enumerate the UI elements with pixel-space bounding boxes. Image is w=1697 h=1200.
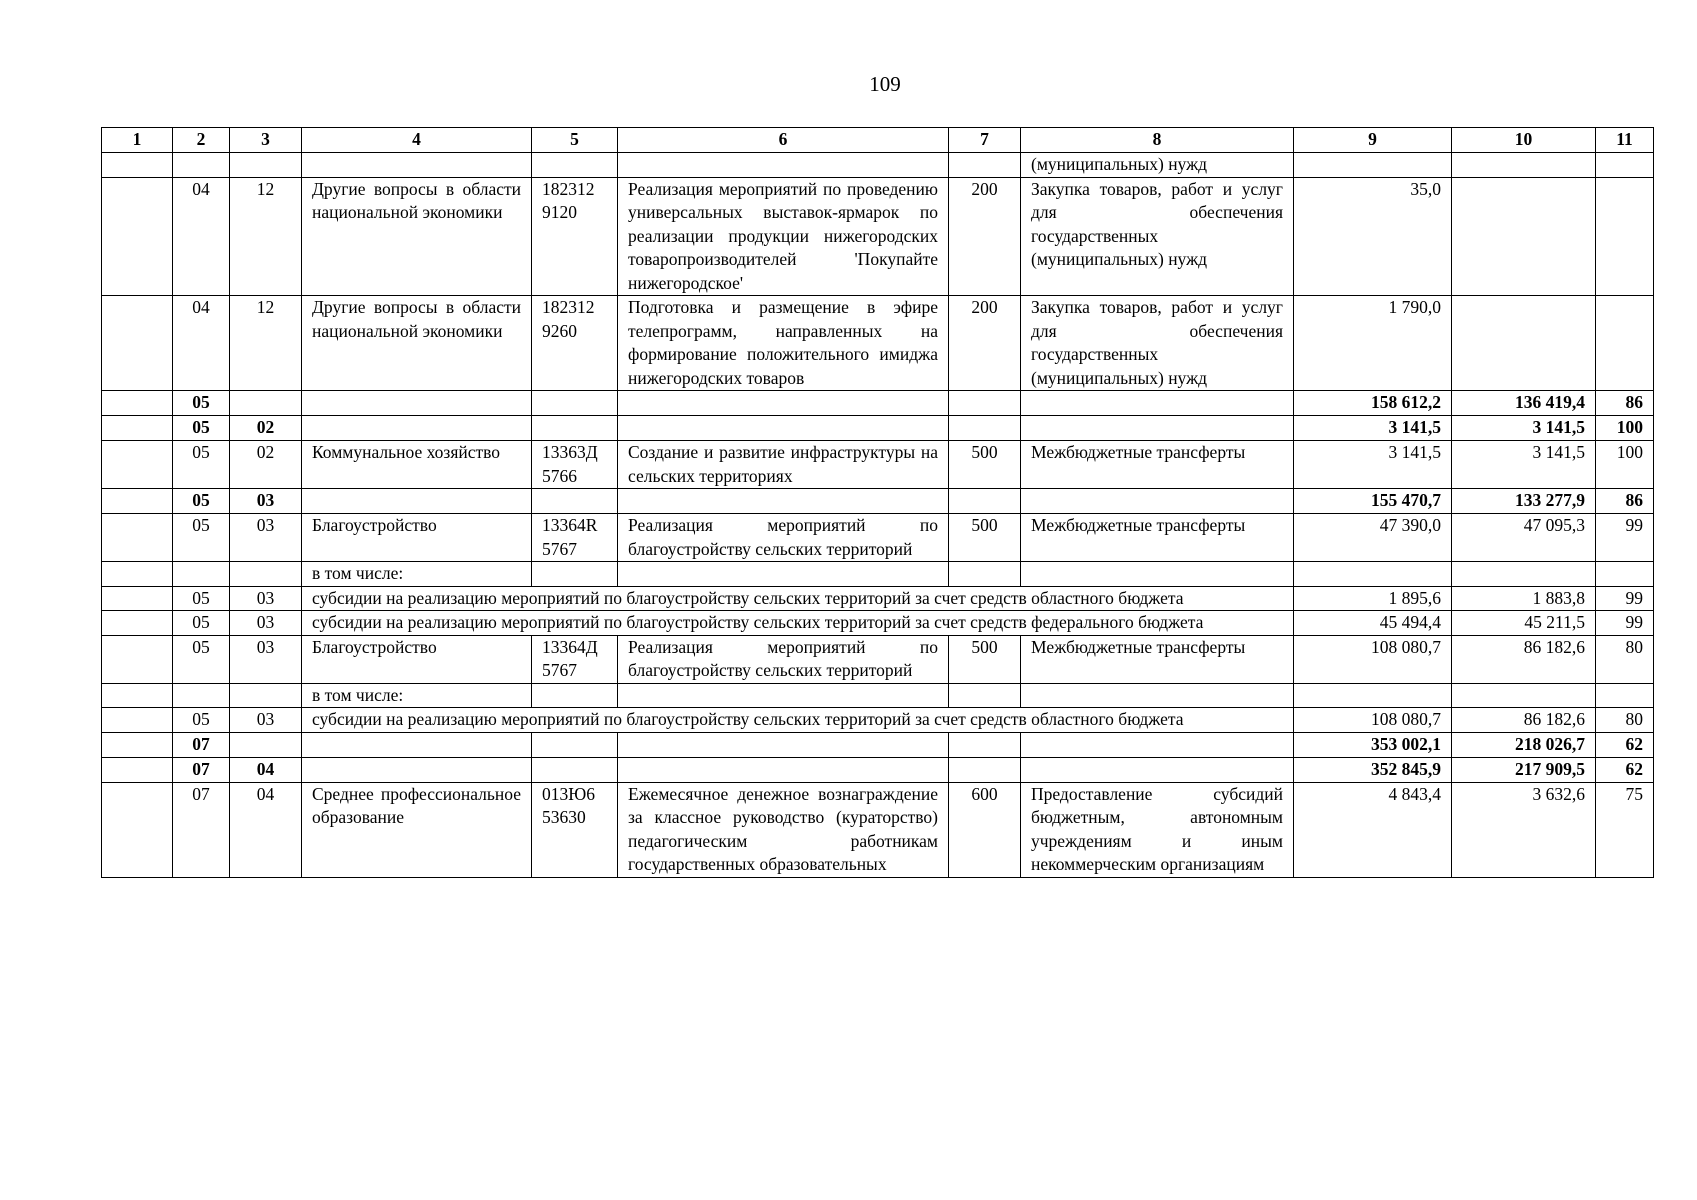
cell-name (302, 416, 532, 441)
total-row (102, 489, 1654, 514)
cell-description: Реализация мероприятий по благоустройству сельских территорий (618, 514, 949, 562)
cell-description (618, 153, 949, 178)
cell-code (532, 683, 618, 708)
cell-planned: 45 494,4 (1294, 611, 1452, 636)
cell-code (532, 391, 618, 416)
col-header: 3 (230, 128, 302, 153)
cell-percent (1596, 296, 1654, 391)
cell-section: 07 (173, 732, 230, 757)
total-row (102, 732, 1654, 757)
cell-actual: 86 182,6 (1452, 708, 1596, 733)
table-row (102, 782, 1654, 877)
table-row (102, 177, 1654, 296)
cell-percent: 99 (1596, 514, 1654, 562)
cell-description: Реализация мероприятий по проведению универсальных выставок-ярмарок по реализации продукции нижегородских товаропроизводителей 'Покупайте нижегородское' (618, 177, 949, 296)
cell-actual: 217 909,5 (1452, 757, 1596, 782)
col-header: 2 (173, 128, 230, 153)
cell-type-name (1021, 683, 1294, 708)
cell-percent: 86 (1596, 489, 1654, 514)
cell-col1 (102, 708, 173, 733)
cell-section (173, 683, 230, 708)
cell-description: Реализация мероприятий по благоустройству сельских территорий (618, 635, 949, 683)
cell-type-code: 200 (949, 177, 1021, 296)
cell-actual: 218 026,7 (1452, 732, 1596, 757)
col-header: 4 (302, 128, 532, 153)
cell-actual (1452, 562, 1596, 587)
cell-col1 (102, 562, 173, 587)
cell-section (173, 153, 230, 178)
cell-actual: 133 277,9 (1452, 489, 1596, 514)
cell-type-code (949, 683, 1021, 708)
cell-code: 13363Д 5766 (532, 441, 618, 489)
cell-subsection: 03 (230, 708, 302, 733)
cell-col1 (102, 683, 173, 708)
table-row (102, 153, 1654, 178)
cell-name: Благоустройство (302, 514, 532, 562)
col-header: 5 (532, 128, 618, 153)
cell-type-name (1021, 732, 1294, 757)
cell-planned: 158 612,2 (1294, 391, 1452, 416)
cell-code (532, 416, 618, 441)
cell-description (618, 489, 949, 514)
cell-code (532, 732, 618, 757)
cell-actual: 47 095,3 (1452, 514, 1596, 562)
table-row (102, 514, 1654, 562)
cell-percent: 100 (1596, 416, 1654, 441)
cell-type-name: Закупка товаров, работ и услуг для обеспечения государственных (муниципальных) нужд (1021, 177, 1294, 296)
cell-col1 (102, 757, 173, 782)
col-header: 10 (1452, 128, 1596, 153)
cell-actual (1452, 683, 1596, 708)
cell-percent (1596, 153, 1654, 178)
cell-type-code: 600 (949, 782, 1021, 877)
cell-section: 05 (173, 586, 230, 611)
cell-planned: 4 843,4 (1294, 782, 1452, 877)
table-row (102, 611, 1654, 636)
cell-name: Благоустройство (302, 635, 532, 683)
cell-type-code (949, 153, 1021, 178)
header-row (102, 128, 1654, 153)
cell-col1 (102, 489, 173, 514)
cell-col1 (102, 441, 173, 489)
cell-type-code (949, 757, 1021, 782)
cell-percent: 75 (1596, 782, 1654, 877)
cell-col1 (102, 514, 173, 562)
total-row (102, 416, 1654, 441)
total-row (102, 391, 1654, 416)
cell-actual: 3 141,5 (1452, 441, 1596, 489)
col-header: 7 (949, 128, 1021, 153)
cell-subsection: 03 (230, 489, 302, 514)
cell-code: 182312 9120 (532, 177, 618, 296)
cell-subsection: 02 (230, 416, 302, 441)
cell-code: 182312 9260 (532, 296, 618, 391)
col-header: 11 (1596, 128, 1654, 153)
cell-type-code: 500 (949, 635, 1021, 683)
cell-subsection (230, 562, 302, 587)
cell-name: в том числе: (302, 683, 532, 708)
cell-type-name: Межбюджетные трансферты (1021, 514, 1294, 562)
cell-description (618, 757, 949, 782)
cell-type-name: Закупка товаров, работ и услуг для обеспечения государственных (муниципальных) нужд (1021, 296, 1294, 391)
cell-section: 07 (173, 782, 230, 877)
cell-name: Другие вопросы в области национальной экономики (302, 177, 532, 296)
cell-type-code (949, 732, 1021, 757)
cell-col1 (102, 635, 173, 683)
cell-section: 05 (173, 514, 230, 562)
cell-subsection (230, 732, 302, 757)
cell-subsidy-description: субсидии на реализацию мероприятий по благоустройству сельских территорий за счет средств областного бюджета (302, 586, 1294, 611)
cell-description: Подготовка и размещение в эфире телепрограмм, направленных на формирование положительного имиджа нижегородских товаров (618, 296, 949, 391)
cell-type-code: 200 (949, 296, 1021, 391)
cell-percent (1596, 683, 1654, 708)
col-header: 1 (102, 128, 173, 153)
cell-col1 (102, 296, 173, 391)
cell-col1 (102, 153, 173, 178)
cell-code: 013Ю6 53630 (532, 782, 618, 877)
col-header: 6 (618, 128, 949, 153)
cell-planned: 3 141,5 (1294, 441, 1452, 489)
cell-type-code (949, 416, 1021, 441)
col-header: 8 (1021, 128, 1294, 153)
cell-section: 05 (173, 391, 230, 416)
cell-section: 05 (173, 708, 230, 733)
cell-planned (1294, 683, 1452, 708)
cell-description (618, 683, 949, 708)
cell-subsection (230, 683, 302, 708)
cell-actual (1452, 177, 1596, 296)
cell-section (173, 562, 230, 587)
cell-section: 05 (173, 635, 230, 683)
cell-type-name (1021, 562, 1294, 587)
cell-subsection: 03 (230, 611, 302, 636)
cell-planned: 3 141,5 (1294, 416, 1452, 441)
cell-percent: 86 (1596, 391, 1654, 416)
cell-type-name (1021, 391, 1294, 416)
cell-type-name: Предоставление субсидий бюджетным, автономным учреждениям и иным некоммерческим организациям (1021, 782, 1294, 877)
cell-description (618, 416, 949, 441)
cell-description: Создание и развитие инфраструктуры на сельских территориях (618, 441, 949, 489)
cell-subsection: 03 (230, 586, 302, 611)
cell-name: Среднее профессиональное образование (302, 782, 532, 877)
cell-percent: 62 (1596, 732, 1654, 757)
cell-planned: 352 845,9 (1294, 757, 1452, 782)
cell-col1 (102, 391, 173, 416)
col-header: 9 (1294, 128, 1452, 153)
cell-col1 (102, 177, 173, 296)
cell-planned: 108 080,7 (1294, 635, 1452, 683)
cell-actual: 3 632,6 (1452, 782, 1596, 877)
cell-code (532, 489, 618, 514)
cell-name (302, 489, 532, 514)
cell-type-code: 500 (949, 441, 1021, 489)
table-row (102, 683, 1654, 708)
cell-subsidy-description: субсидии на реализацию мероприятий по благоустройству сельских территорий за счет средств областного бюджета (302, 708, 1294, 733)
cell-type-code: 500 (949, 514, 1021, 562)
cell-subsection: 03 (230, 635, 302, 683)
cell-percent: 80 (1596, 635, 1654, 683)
cell-subsection (230, 391, 302, 416)
table-row (102, 708, 1654, 733)
cell-section: 07 (173, 757, 230, 782)
cell-actual (1452, 153, 1596, 178)
table-row (102, 586, 1654, 611)
cell-type-code (949, 489, 1021, 514)
cell-subsection: 03 (230, 514, 302, 562)
cell-planned: 108 080,7 (1294, 708, 1452, 733)
cell-type-name: (муниципальных) нужд (1021, 153, 1294, 178)
cell-actual: 136 419,4 (1452, 391, 1596, 416)
cell-section: 05 (173, 489, 230, 514)
cell-col1 (102, 611, 173, 636)
cell-planned: 155 470,7 (1294, 489, 1452, 514)
cell-percent: 99 (1596, 586, 1654, 611)
cell-type-name: Межбюджетные трансферты (1021, 635, 1294, 683)
cell-col1 (102, 416, 173, 441)
cell-percent: 99 (1596, 611, 1654, 636)
cell-subsidy-description: субсидии на реализацию мероприятий по благоустройству сельских территорий за счет средств федерального бюджета (302, 611, 1294, 636)
cell-planned: 353 002,1 (1294, 732, 1452, 757)
cell-name: в том числе: (302, 562, 532, 587)
cell-name (302, 391, 532, 416)
cell-subsection: 02 (230, 441, 302, 489)
table-body (102, 153, 1654, 878)
cell-planned: 47 390,0 (1294, 514, 1452, 562)
cell-actual: 3 141,5 (1452, 416, 1596, 441)
budget-table (101, 127, 1654, 878)
total-row (102, 757, 1654, 782)
table-row (102, 635, 1654, 683)
cell-planned: 1 895,6 (1294, 586, 1452, 611)
cell-subsection (230, 153, 302, 178)
cell-description: Ежемесячное денежное вознаграждение за классное руководство (кураторство) педагогическим работникам государственных образовательных (618, 782, 949, 877)
cell-section: 05 (173, 416, 230, 441)
cell-code (532, 562, 618, 587)
cell-section: 04 (173, 296, 230, 391)
cell-actual (1452, 296, 1596, 391)
cell-percent (1596, 177, 1654, 296)
cell-percent: 100 (1596, 441, 1654, 489)
cell-planned (1294, 562, 1452, 587)
cell-actual: 1 883,8 (1452, 586, 1596, 611)
cell-code: 13364R 5767 (532, 514, 618, 562)
cell-description (618, 391, 949, 416)
cell-code: 13364Д 5767 (532, 635, 618, 683)
cell-section: 04 (173, 177, 230, 296)
cell-type-code (949, 562, 1021, 587)
cell-section: 05 (173, 441, 230, 489)
cell-type-name (1021, 757, 1294, 782)
cell-col1 (102, 732, 173, 757)
cell-col1 (102, 586, 173, 611)
cell-type-name (1021, 489, 1294, 514)
cell-actual: 86 182,6 (1452, 635, 1596, 683)
cell-subsection: 12 (230, 296, 302, 391)
cell-percent: 80 (1596, 708, 1654, 733)
cell-planned (1294, 153, 1452, 178)
cell-name: Коммунальное хозяйство (302, 441, 532, 489)
cell-type-code (949, 391, 1021, 416)
cell-subsection: 04 (230, 757, 302, 782)
table-row (102, 441, 1654, 489)
cell-percent: 62 (1596, 757, 1654, 782)
cell-subsection: 12 (230, 177, 302, 296)
cell-type-name (1021, 416, 1294, 441)
cell-col1 (102, 782, 173, 877)
cell-name (302, 757, 532, 782)
cell-description (618, 562, 949, 587)
cell-name (302, 732, 532, 757)
table-row (102, 562, 1654, 587)
cell-actual: 45 211,5 (1452, 611, 1596, 636)
page-number: 109 (869, 72, 901, 96)
cell-type-name: Межбюджетные трансферты (1021, 441, 1294, 489)
table-row (102, 296, 1654, 391)
cell-name: Другие вопросы в области национальной экономики (302, 296, 532, 391)
cell-code (532, 153, 618, 178)
cell-subsection: 04 (230, 782, 302, 877)
cell-name (302, 153, 532, 178)
cell-planned: 1 790,0 (1294, 296, 1452, 391)
cell-code (532, 757, 618, 782)
cell-description (618, 732, 949, 757)
cell-section: 05 (173, 611, 230, 636)
cell-planned: 35,0 (1294, 177, 1452, 296)
cell-percent (1596, 562, 1654, 587)
